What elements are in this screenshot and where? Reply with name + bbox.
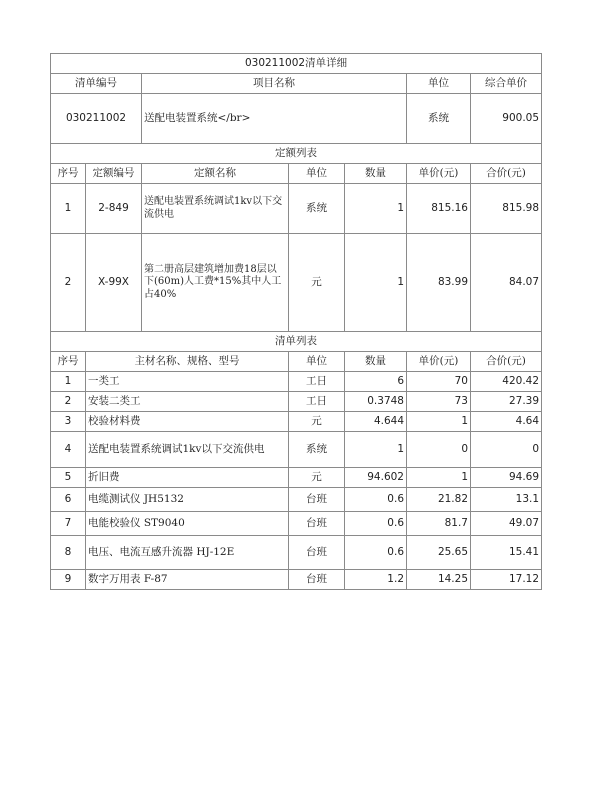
material-row-unit: 台班: [289, 488, 345, 512]
materials-header-total: 合价(元): [471, 352, 542, 372]
bill-detail-table: [50, 53, 542, 590]
bill-title: 030211002清单详细: [51, 54, 542, 74]
quota-row-no: 1: [51, 184, 86, 234]
quota-header-code: 定额编号: [86, 164, 142, 184]
material-row-name: 校验材料费: [86, 412, 289, 432]
material-row-unit: 元: [289, 412, 345, 432]
quota-row-code: 2-849: [86, 184, 142, 234]
material-row-unit: 台班: [289, 536, 345, 570]
materials-header-price: 单价(元): [407, 352, 471, 372]
material-row-qty: 1.2: [345, 570, 407, 590]
material-row-qty: 0.3748: [345, 392, 407, 412]
material-row-qty: 0.6: [345, 536, 407, 570]
material-row-no: 2: [51, 392, 86, 412]
material-row-total: 49.07: [471, 512, 542, 536]
material-row: [51, 536, 542, 570]
materials-header-unit: 单位: [289, 352, 345, 372]
bill-price: 900.05: [471, 94, 542, 144]
material-row-no: 1: [51, 372, 86, 392]
material-row-name: 送配电装置系统调试1kv以下交流供电: [86, 432, 289, 468]
material-row-price: 21.82: [407, 488, 471, 512]
material-row: [51, 488, 542, 512]
material-row-no: 3: [51, 412, 86, 432]
quota-row-unit: 系统: [289, 184, 345, 234]
material-row: [51, 468, 542, 488]
material-row-price: 1: [407, 412, 471, 432]
material-row-name: 电缆测试仪 JH5132: [86, 488, 289, 512]
material-row-price: 14.25: [407, 570, 471, 590]
quota-row-unit: 元: [289, 234, 345, 332]
quota-row-total: 815.98: [471, 184, 542, 234]
material-row-total: 94.69: [471, 468, 542, 488]
material-row: [51, 372, 542, 392]
material-row-price: 70: [407, 372, 471, 392]
quota-row-name: 第二册高层建筑增加费18层以下(60m)人工费*15%其中人工占40%: [142, 234, 289, 332]
material-row-unit: 工日: [289, 372, 345, 392]
material-row-total: 420.42: [471, 372, 542, 392]
material-row-no: 4: [51, 432, 86, 468]
material-row-total: 17.12: [471, 570, 542, 590]
material-row-qty: 94.602: [345, 468, 407, 488]
quota-header-name: 定额名称: [142, 164, 289, 184]
material-row-name: 数字万用表 F-87: [86, 570, 289, 590]
material-row-name: 电压、电流互感升流器 HJ-12E: [86, 536, 289, 570]
bill-header-code: 清单编号: [51, 74, 142, 94]
material-row: [51, 392, 542, 412]
material-row-price: 25.65: [407, 536, 471, 570]
bill-unit: 系统: [407, 94, 471, 144]
material-row-unit: 元: [289, 468, 345, 488]
material-row: [51, 412, 542, 432]
material-row-qty: 0.6: [345, 512, 407, 536]
quota-row-no: 2: [51, 234, 86, 332]
materials-header-name: 主材名称、规格、型号: [86, 352, 289, 372]
quota-header-price: 单价(元): [407, 164, 471, 184]
material-row-qty: 0.6: [345, 488, 407, 512]
quota-row-code: X-99X: [86, 234, 142, 332]
material-row: [51, 512, 542, 536]
materials-header-qty: 数量: [345, 352, 407, 372]
quota-header-unit: 单位: [289, 164, 345, 184]
bill-name: 送配电装置系统</br>: [142, 94, 407, 144]
quota-section-title: 定额列表: [51, 144, 542, 164]
material-row-name: 折旧费: [86, 468, 289, 488]
bill-header-price: 综合单价: [471, 74, 542, 94]
quota-row: [51, 234, 542, 332]
quota-row-total: 84.07: [471, 234, 542, 332]
material-row: [51, 432, 542, 468]
material-row-no: 8: [51, 536, 86, 570]
quota-row-name: 送配电装置系统调试1kv以下交流供电: [142, 184, 289, 234]
quota-header-total: 合价(元): [471, 164, 542, 184]
material-row-no: 6: [51, 488, 86, 512]
material-row-total: 15.41: [471, 536, 542, 570]
material-row-price: 1: [407, 468, 471, 488]
material-row: [51, 570, 542, 590]
quota-row: [51, 184, 542, 234]
material-row-total: 27.39: [471, 392, 542, 412]
material-row-total: 4.64: [471, 412, 542, 432]
material-row-name: 一类工: [86, 372, 289, 392]
material-row-name: 安装二类工: [86, 392, 289, 412]
material-row-no: 9: [51, 570, 86, 590]
bill-header-name: 项目名称: [142, 74, 407, 94]
quota-row-qty: 1: [345, 184, 407, 234]
material-row-qty: 6: [345, 372, 407, 392]
material-row-unit: 台班: [289, 512, 345, 536]
material-row-price: 81.7: [407, 512, 471, 536]
quota-row-price: 83.99: [407, 234, 471, 332]
material-row-name: 电能校验仪 ST9040: [86, 512, 289, 536]
material-row-unit: 工日: [289, 392, 345, 412]
material-row-total: 0: [471, 432, 542, 468]
quota-header-no: 序号: [51, 164, 86, 184]
material-row-qty: 4.644: [345, 412, 407, 432]
materials-header-no: 序号: [51, 352, 86, 372]
material-row-total: 13.1: [471, 488, 542, 512]
materials-section-title: 清单列表: [51, 332, 542, 352]
material-row-qty: 1: [345, 432, 407, 468]
material-row-no: 7: [51, 512, 86, 536]
material-row-no: 5: [51, 468, 86, 488]
quota-row-qty: 1: [345, 234, 407, 332]
material-row-unit: 系统: [289, 432, 345, 468]
quota-row-price: 815.16: [407, 184, 471, 234]
quota-header-qty: 数量: [345, 164, 407, 184]
bill-header-unit: 单位: [407, 74, 471, 94]
material-row-price: 73: [407, 392, 471, 412]
material-row-unit: 台班: [289, 570, 345, 590]
bill-code: 030211002: [51, 94, 142, 144]
material-row-price: 0: [407, 432, 471, 468]
